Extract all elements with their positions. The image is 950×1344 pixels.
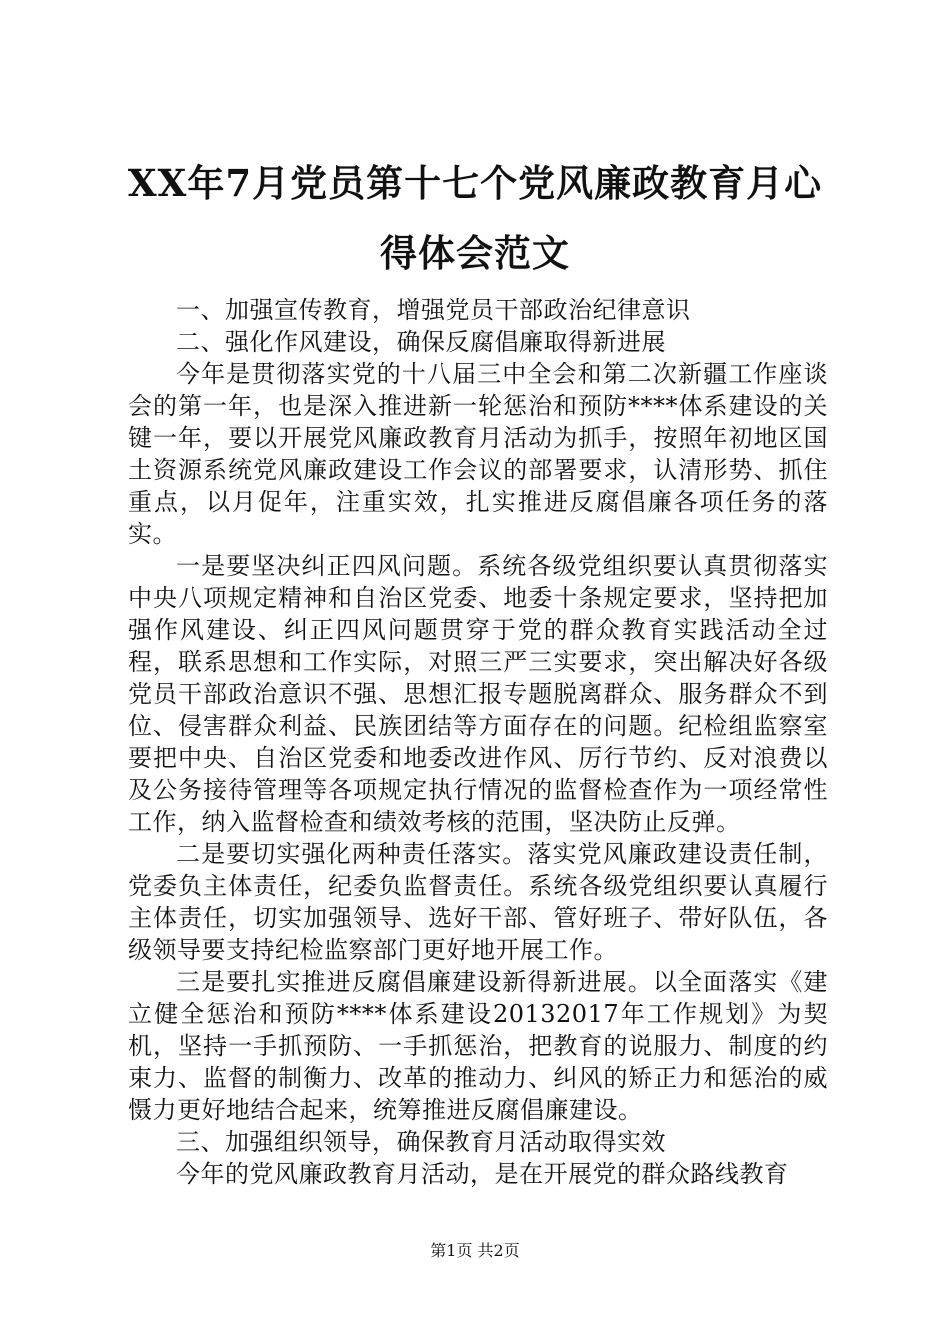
paragraph-intro: 今年是贯彻落实党的十八届三中全会和第二次新疆工作座谈会的第一年，也是深入推进新一轮惩治和预防****体系建设的关键一年，要以开展党风廉政教育月活动为抓手，按照年初地区国土资源系统党风廉政建设工作会议的部署要求，认清形势、抓住重点，以月促年，注重实效，扎实推进反腐倡廉各项任务的落实。 [128, 360, 828, 548]
heading-two: 二、强化作风建设，确保反腐倡廉取得新进展 [176, 328, 666, 356]
heading-one: 一、加强宣传教育，增强党员干部政治纪律意识 [176, 296, 691, 324]
paragraph-closing: 今年的党风廉政教育月活动，是在开展党的群众路线教育 [176, 1160, 789, 1188]
paragraph-point-two: 二是要切实强化两种责任落实。落实党风廉政建设责任制，党委负主体责任，纪委负监督责任。系统各级党组织要认真履行主体责任，切实加强领导、选好干部、管好班子、带好队伍，各级领导要支持纪检监察部门更好地开展工作。 [128, 840, 828, 964]
heading-three: 三、加强组织领导，确保教育月活动取得实效 [176, 1128, 666, 1156]
document-title: XX年7月党员第十七个党风廉政教育月心得体会范文 [127, 161, 823, 275]
paragraph-point-one: 一是要坚决纠正四风问题。系统各级党组织要认真贯彻落实中央八项规定精神和自治区党委、地委十条规定要求，坚持把加强作风建设、纠正四风问题贯穿于党的群众教育实践活动全过程，联系思想和工作实际，对照三严三实要求，突出解决好各级党员干部政治意识不强、思想汇报专题脱离群众、服务群众不到位、侵害群众利益、民族团结等方面存在的问题。纪检组监察室要把中央、自治区党委和地委改进作风、厉行节约、反对浪费以及公务接待管理等各项规定执行情况的监督检查作为一项经常性工作，纳入监督检查和绩效考核的范围，坚决防止反弹。 [128, 552, 828, 836]
document-body [128, 294, 828, 1190]
paragraph-point-three: 三是要扎实推进反腐倡廉建设新得新进展。以全面落实《建立健全惩治和预防****体系建设20132017年工作规划》为契机，坚持一手抓预防、一手抓惩治，把教育的说服力、制度的约束力、监督的制衡力、改革的推动力、纠风的矫正力和惩治的威慑力更好地结合起来，统筹推进反腐倡廉建设。 [128, 968, 828, 1124]
page-number: 第1页 共2页 [430, 1241, 520, 1260]
